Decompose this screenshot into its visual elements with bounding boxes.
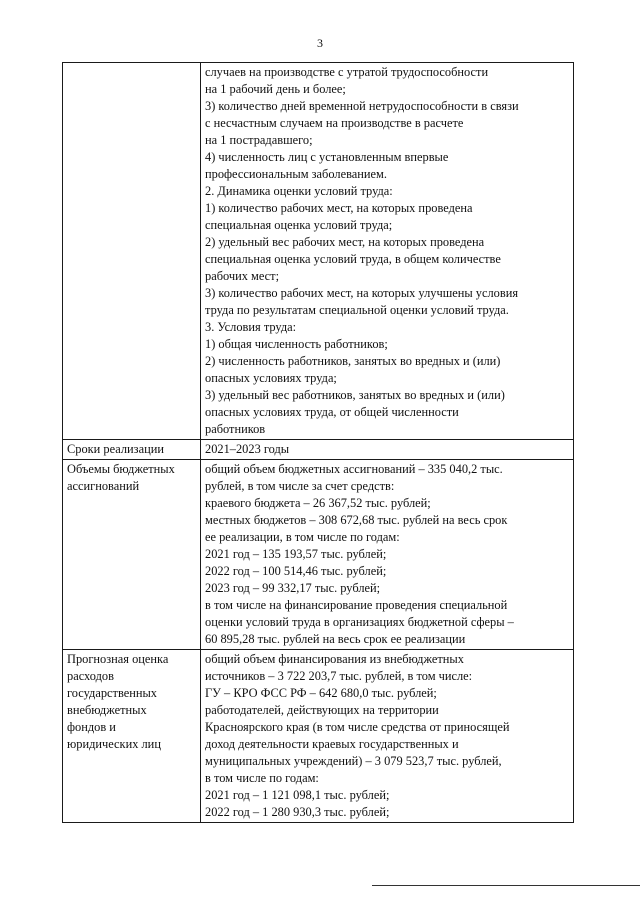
row-label-budget: [63, 460, 201, 650]
text-line: 3) количество дней временной нетрудоспособности в связи: [205, 99, 519, 113]
text-line: 2021 год – 135 193,57 тыс. рублей;: [205, 547, 387, 561]
text-line: 2023 год – 99 332,17 тыс. рублей;: [205, 581, 381, 595]
label-line: Сроки реализации: [67, 442, 164, 456]
text-line: 3. Условия труда:: [205, 320, 297, 334]
label-line: внебюджетных: [67, 703, 147, 717]
table-row-budget: [63, 460, 574, 650]
text-line: рабочих мест;: [205, 269, 280, 283]
text-line: рублей, в том числе за счет средств:: [205, 479, 395, 493]
text-line: доход деятельности краевых государственных и: [205, 737, 459, 751]
text-line: работодателей, действующих на территории: [205, 703, 439, 717]
row-label-extrabudgetary: [63, 650, 201, 823]
table-row-extrabudgetary: [63, 650, 574, 823]
text-line: ее реализации, в том числе по годам:: [205, 530, 400, 544]
table-row-indicators: [63, 63, 574, 440]
label-line: юридических лиц: [67, 737, 161, 751]
label-line: государственных: [67, 686, 158, 700]
row-content-timeline: [201, 440, 574, 460]
text-line: в том числе по годам:: [205, 771, 319, 785]
label-line: фондов и: [67, 720, 116, 734]
row-content-budget: [201, 460, 574, 650]
text-line: общий объем финансирования из внебюджетных: [205, 652, 464, 666]
text-line: источников – 3 722 203,7 тыс. рублей, в том числе:: [205, 669, 473, 683]
text-line: 4) численность лиц с установленным впервые: [205, 150, 449, 164]
text-line: работников: [205, 422, 266, 436]
row-content-extrabudgetary: [201, 650, 574, 823]
text-line: 60 895,28 тыс. рублей на весь срок ее реализации: [205, 632, 466, 646]
text-line: труда по результатам специальной оценки условий труда.: [205, 303, 509, 317]
text-line: 3) удельный вес работников, занятых во вредных и (или): [205, 388, 505, 402]
label-line: расходов: [67, 669, 114, 683]
text-line: в том числе на финансирование проведения специальной: [205, 598, 508, 612]
text-line: Красноярского края (в том числе средства от приносящей: [205, 720, 510, 734]
text-line: 2022 год – 1 280 930,3 тыс. рублей;: [205, 805, 390, 819]
text-line: опасных условиях труда, от общей численности: [205, 405, 459, 419]
label-line: Прогнозная оценка: [67, 652, 169, 666]
row-label-timeline: [63, 440, 201, 460]
text-line: случаев на производстве с утратой трудоспособности: [205, 65, 489, 79]
table-row-timeline: [63, 440, 574, 460]
text-line: опасных условиях труда;: [205, 371, 337, 385]
text-line: местных бюджетов – 308 672,68 тыс. рублей на весь срок: [205, 513, 508, 527]
text-line: 1) количество рабочих мест, на которых проведена: [205, 201, 473, 215]
text-line: 2. Динамика оценки условий труда:: [205, 184, 393, 198]
text-line: 1) общая численность работников;: [205, 337, 388, 351]
text-line: общий объем бюджетных ассигнований – 335 040,2 тыс.: [205, 462, 503, 476]
label-line: Объемы бюджетных: [67, 462, 175, 476]
program-passport-table: [62, 62, 574, 823]
text-line: 2) численность работников, занятых во вредных и (или): [205, 354, 501, 368]
text-line: на 1 рабочий день и более;: [205, 82, 346, 96]
text-line: профессиональным заболеванием.: [205, 167, 387, 181]
page-number: 3: [317, 36, 323, 50]
row-label-indicators: [63, 63, 201, 440]
text-line: муниципальных учреждений) – 3 079 523,7 тыс. рублей,: [205, 754, 502, 768]
text-line: ГУ – КРО ФСС РФ – 642 680,0 тыс. рублей;: [205, 686, 437, 700]
text-line: 3) количество рабочих мест, на которых улучшены условия: [205, 286, 519, 300]
text-line: 2) удельный вес рабочих мест, на которых проведена: [205, 235, 485, 249]
text-line: на 1 пострадавшего;: [205, 133, 313, 147]
text-line: специальная оценка условий труда;: [205, 218, 393, 232]
label-line: ассигнований: [67, 479, 140, 493]
text-line: 2021 год – 1 121 098,1 тыс. рублей;: [205, 788, 390, 802]
text-line: краевого бюджета – 26 367,52 тыс. рублей;: [205, 496, 431, 510]
text-line: 2021–2023 годы: [205, 442, 290, 456]
text-line: специальная оценка условий труда, в общем количестве: [205, 252, 501, 266]
bottom-rule: [372, 885, 640, 886]
text-line: оценки условий труда в организациях бюджетной сферы –: [205, 615, 514, 629]
row-content-indicators: [201, 63, 574, 440]
text-line: с несчастным случаем на производстве в расчете: [205, 116, 464, 130]
text-line: 2022 год – 100 514,46 тыс. рублей;: [205, 564, 387, 578]
